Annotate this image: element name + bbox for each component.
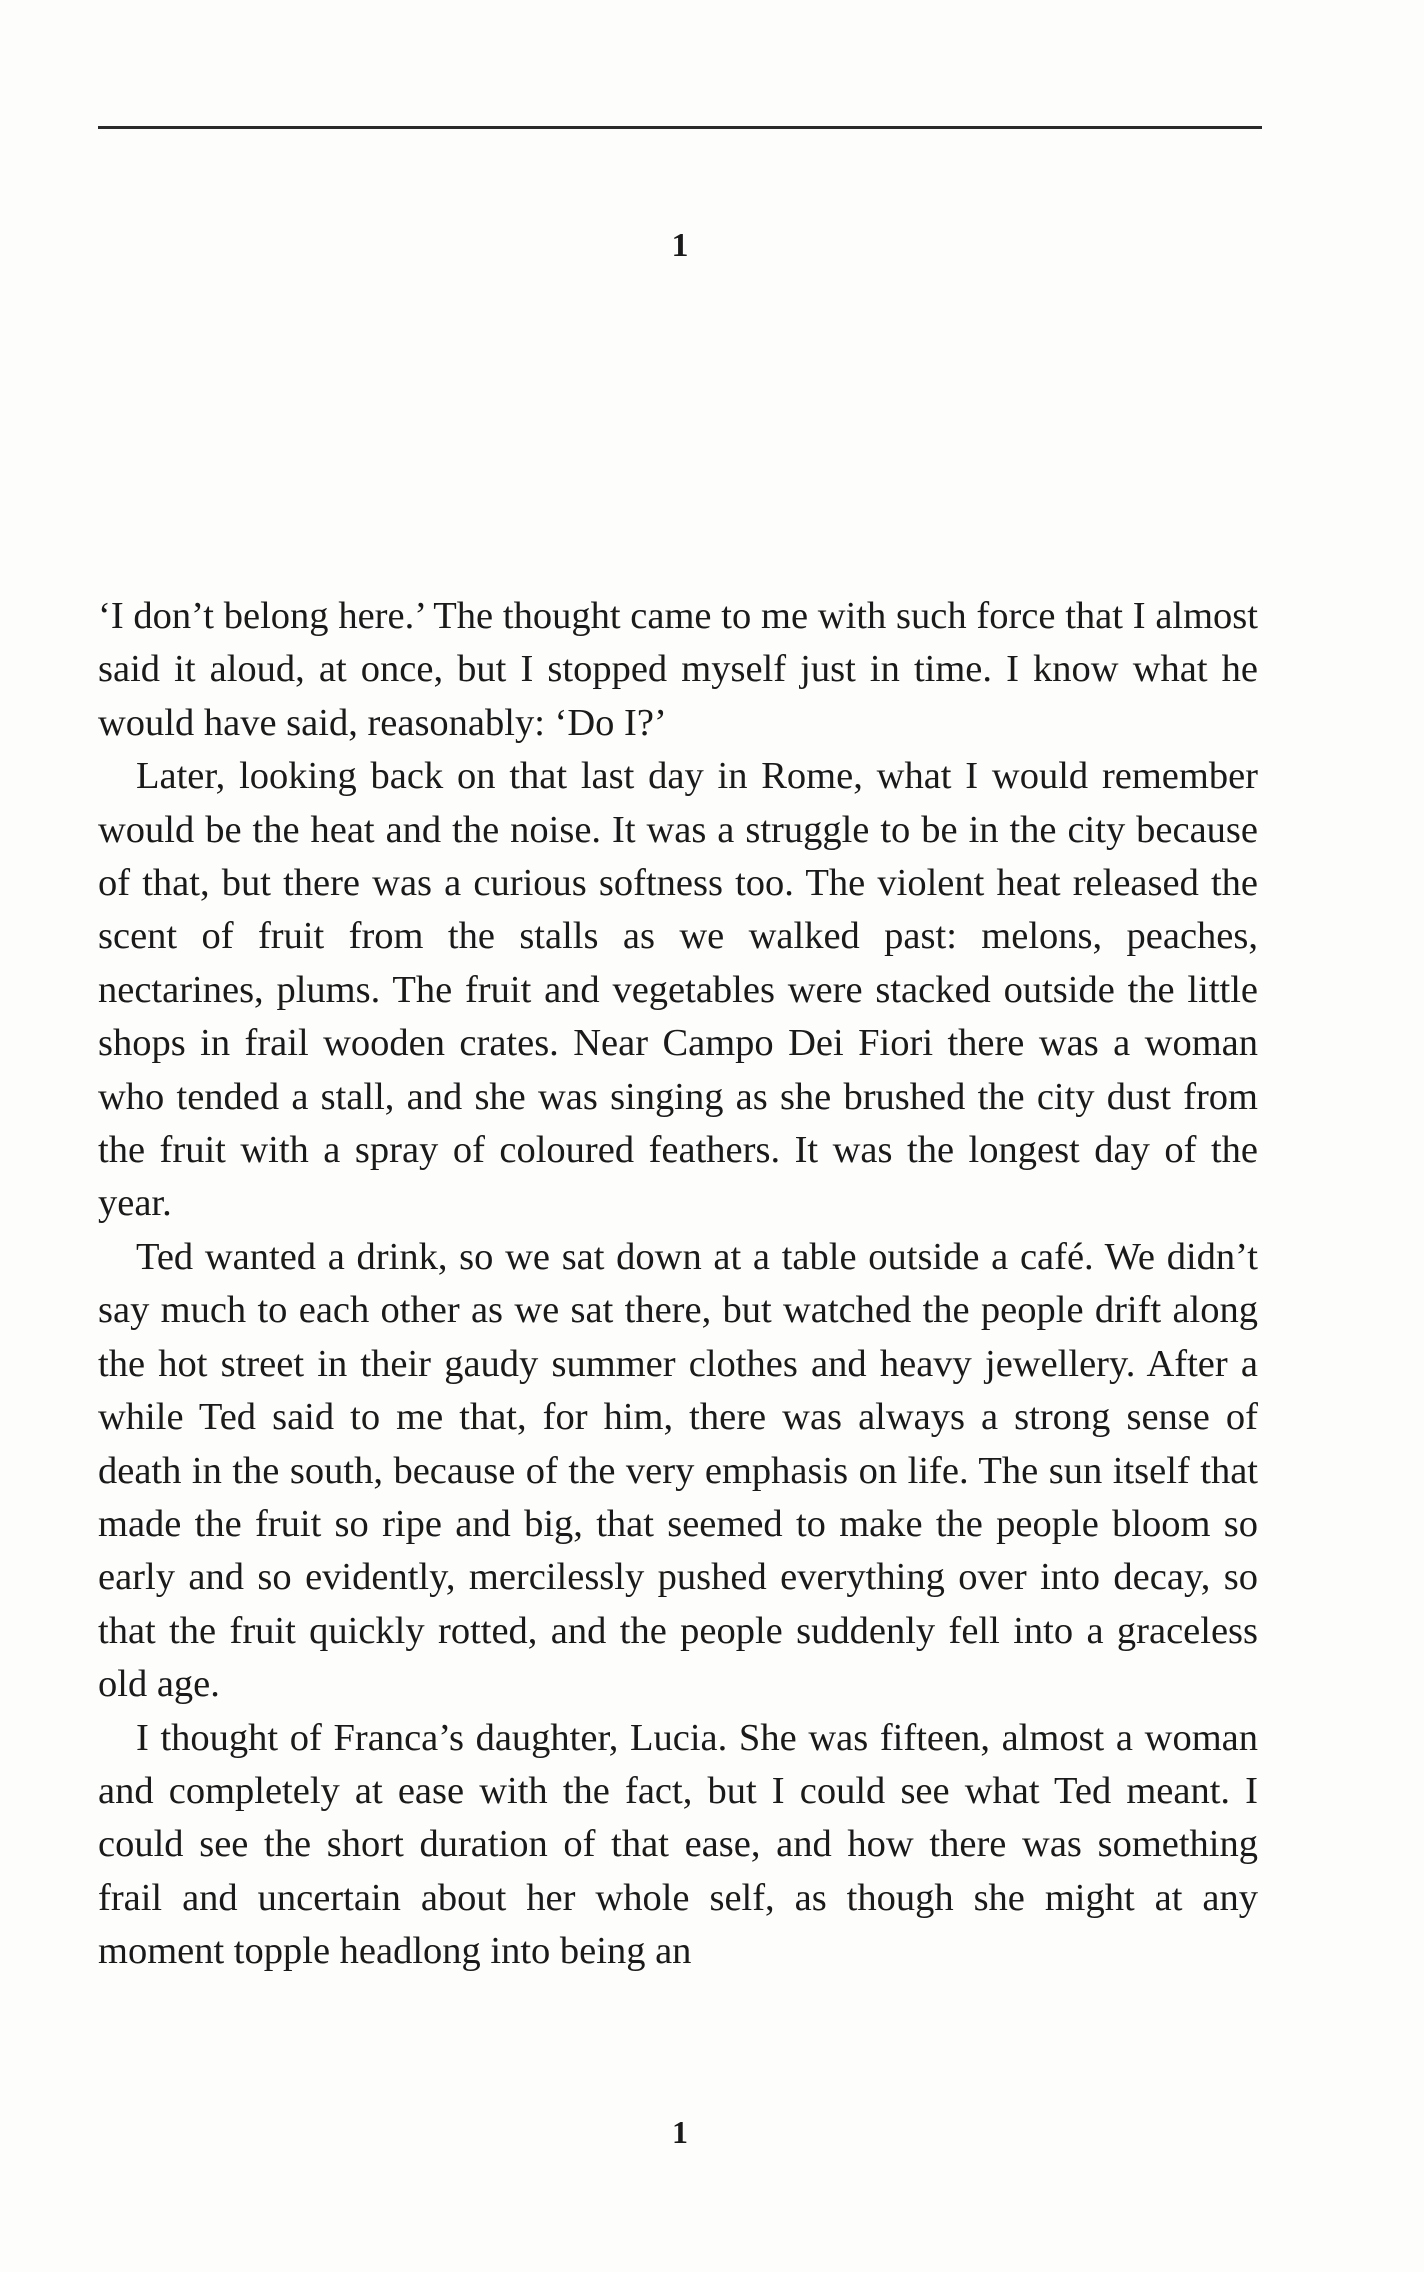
body-text [98,590,1258,1979]
chapter-number: 1 [671,227,689,264]
paragraph: ‘I don’t belong here.’ The thought came to me with such force that I almost said it aloud, at once, but I stopped myself just in time. I know what he would have said, reasonably: ‘Do I?’ [98,595,1258,744]
paragraph: Ted wanted a drink, so we sat down at a table outside a café. We didn’t say much to each other as we sat there, but watched the people drift along the hot street in their gaudy summer clothes and heavy jewellery. After a while Ted said to me that, for him, there was always a strong sense of death in the south, because of the very emphasis on life. The sun itself that made the fruit so ripe and big, that seemed to make the people bloom so early and so evidently, mercilessly pushed everything over into decay, so that the fruit quickly rotted, and the people suddenly fell into a graceless old age. [98,1235,1258,1706]
header-rule [98,126,1262,129]
paragraph: Later, looking back on that last day in Rome, what I would remember would be the heat and the noise. It was a struggle to be in the city because of that, but there was a curious softness too. The violent heat released the scent of fruit from the stalls as we walked past: melons, peaches, nectarines, plums. The fruit and vegetables were stacked outside the little shops in frail wooden crates. Near Campo Dei Fiori there was a woman who tended a stall, and she was singing as she brushed the city dust from the fruit with a spray of coloured feathers. It was the longest day of the year. [98,755,1258,1225]
page-number: 1 [672,2114,688,2150]
paragraph: I thought of Franca’s daughter, Lucia. She was fifteen, almost a woman and completely at ease with the fact, but I could see what Ted meant. I could see the short duration of that ease, and how there was something frail and uncertain about her whole self, as though she might at any moment topple headlong into being an [98,1716,1258,1973]
